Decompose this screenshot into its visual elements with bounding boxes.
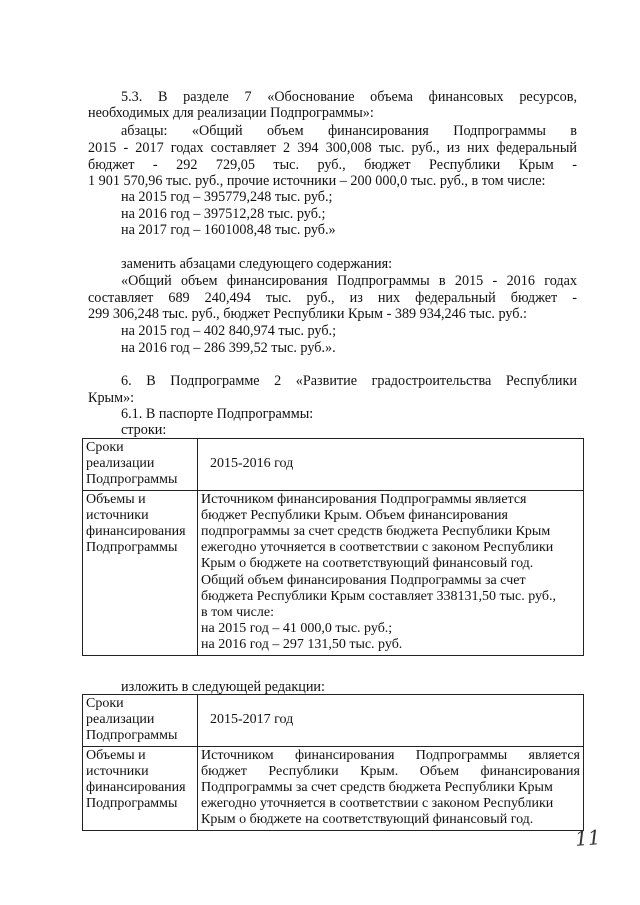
text-line: заменить абзацами следующего содержания: — [121, 256, 393, 272]
text-line: на 2016 год – 286 399,52 тыс. руб.». — [121, 340, 336, 356]
paragraph-5-3-heading: 5.3. В разделе 7 «Обоснование объема финансовых ресурсов, — [121, 89, 577, 105]
table-cell-label: Объемы и источники финансирования Подпрограммы — [83, 490, 198, 655]
table-cell-label: Объемы и источники финансирования Подпрограммы — [83, 746, 198, 830]
table-cell-value: 2015-2017 год — [198, 695, 584, 747]
table-cell-value: Источником финансирования Подпрограммы является бюджет Республики Крым. Объем финансирования Подпрограммы за счет средств бюджета Республики Крым ежегодно уточняется в соответствии с законом Республики Крым о бюджете на соответствующий финансовый год. — [198, 746, 584, 830]
text-line: строки: — [121, 422, 167, 438]
text-line: 299 306,248 тыс. руб., бюджет Республики Крым - 389 934,246 тыс. руб.: — [88, 306, 527, 322]
text-line: бюджет - 292 729,05 тыс. руб., бюджет Республики Крым - — [88, 157, 577, 173]
paragraph-6-heading: 6. В Подпрограмме 2 «Развитие градостроительства Республики — [121, 373, 577, 389]
table-row — [83, 490, 584, 655]
table-row — [83, 439, 584, 491]
table-cell-label: Сроки реализации Подпрограммы — [83, 439, 198, 491]
passport-table-old — [82, 438, 584, 656]
text-line: 2015 - 2017 годах составляет 2 394 300,008 тыс. руб., из них федеральный — [88, 140, 577, 156]
paragraph-6-1: 6.1. В паспорте Подпрограммы: — [121, 406, 314, 422]
instruction-text: изложить в следующей редакции: — [121, 679, 325, 695]
text-line: на 2016 год – 397512,28 тыс. руб.; — [121, 206, 326, 222]
table-row — [83, 695, 584, 747]
table-row — [83, 746, 584, 830]
table-cell-value: 2015-2016 год — [198, 439, 584, 491]
text-line: «Общий объем финансирования Подпрограммы в 2015 - 2016 годах — [121, 273, 577, 289]
text-line: составляет 689 240,494 тыс. руб., из них федеральный бюджет - — [88, 290, 577, 306]
paragraph-5-3-heading-cont: необходимых для реализации Подпрограммы»: — [88, 105, 374, 121]
page-number: 11 — [573, 825, 601, 851]
text-line: 1 901 570,96 тыс. руб., прочие источники – 200 000,0 тыс. руб., в том числе: — [88, 173, 546, 189]
table-cell-label: Сроки реализации Подпрограммы — [83, 695, 198, 747]
text-line: на 2015 год – 395779,248 тыс. руб.; — [121, 189, 333, 205]
text-line: на 2017 год – 1601008,48 тыс. руб.» — [121, 222, 336, 238]
table-cell-value: Источником финансирования Подпрограммы является бюджет Республики Крым. Объем финансирования подпрограммы за счет средств бюджета Республики Крым ежегодно уточняется в соответствии с законом Республики Крым о бюджете на соответствующий финансовый год. Общий объем финансирования Подпрограммы за счет бюджета Республики Крым составляет 338131,50 тыс. руб., в том числе: на 2015 год – 41 000,0 тыс. руб.; на 2016 год – 297 131,50 тыс. руб. — [198, 490, 584, 655]
text-line: абзацы: «Общий объем финансирования Подпрограммы в — [121, 123, 577, 139]
paragraph-6-heading-cont: Крым»: — [88, 390, 135, 406]
passport-table-new — [82, 694, 584, 831]
text-line: на 2015 год – 402 840,974 тыс. руб.; — [121, 323, 337, 339]
